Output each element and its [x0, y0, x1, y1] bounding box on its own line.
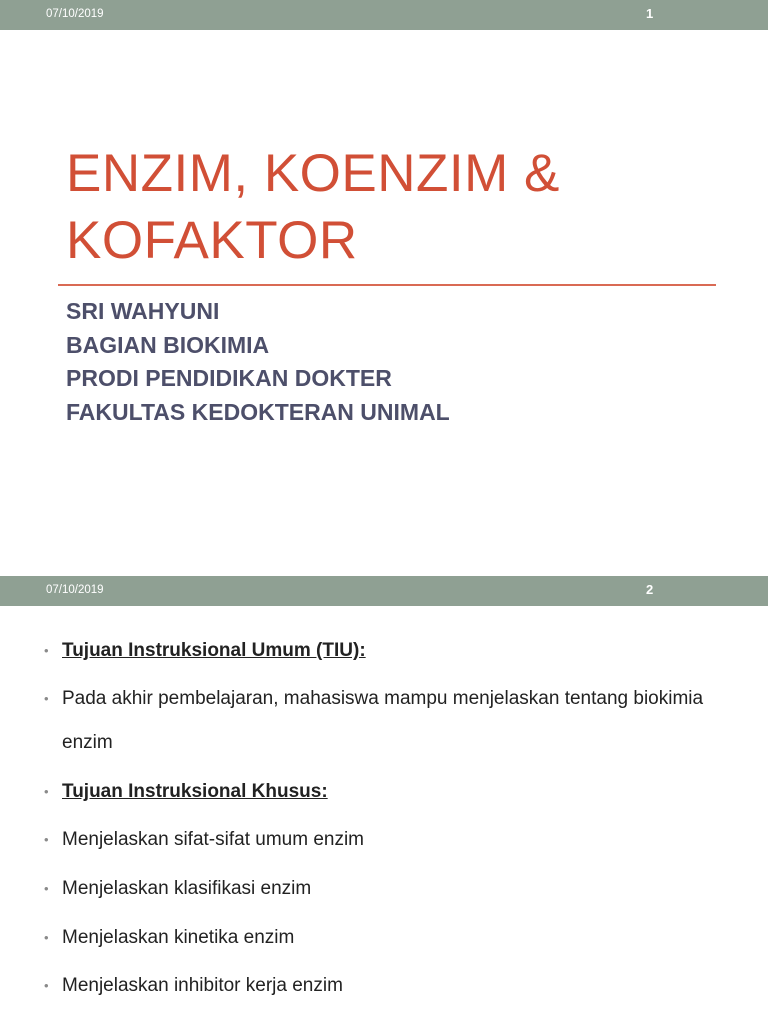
bullet-dot-icon: •	[44, 784, 49, 799]
subtitle-line: PRODI PENDIDIKAN DOKTER	[66, 365, 392, 391]
slide-header-bar	[0, 576, 768, 606]
subtitle-line: BAGIAN BIOKIMIA	[66, 331, 270, 358]
slide-subtitle	[66, 295, 726, 429]
bullet-dot-icon: •	[44, 832, 49, 847]
slide-title-line: KOFAKTOR	[66, 211, 358, 270]
slide-date: 07/10/2019	[46, 8, 104, 20]
list-item-text: Menjelaskan klasifikasi enzim	[62, 878, 312, 899]
slide-title-line: ENZIM, KOENZIM &	[66, 144, 560, 203]
slide-number: 1	[646, 6, 654, 21]
bullet-dot-icon: •	[44, 691, 49, 706]
title-divider	[58, 284, 716, 286]
list-item-text: Tujuan Instruksional Umum (TIU):	[62, 640, 366, 661]
slide-number: 2	[646, 582, 654, 597]
subtitle-line: FAKULTAS KEDOKTERAN UNIMAL	[66, 398, 450, 425]
bullet-dot-icon: •	[44, 978, 49, 993]
bullet-dot-icon: •	[44, 881, 49, 896]
list-item-text: Tujuan Instruksional Khusus:	[62, 781, 328, 802]
slide-date: 07/10/2019	[46, 584, 104, 596]
bullet-dot-icon: •	[44, 930, 49, 945]
bullet-dot-icon: •	[44, 643, 49, 658]
slide-title	[66, 140, 726, 274]
slide-header-bar	[0, 0, 768, 30]
list-item-text: Menjelaskan sifat-sifat umum enzim	[62, 829, 364, 850]
slide-2	[0, 576, 768, 1024]
list-item-text: Menjelaskan inhibitor kerja enzim	[62, 975, 343, 996]
subtitle-line: SRI WAHYUNI	[66, 298, 220, 324]
list-item-text: Pada akhir pembelajaran, mahasiswa mampu menjelaskan tentang biokimia enzim	[62, 688, 704, 753]
list-item-text: Menjelaskan kinetika enzim	[62, 927, 295, 948]
